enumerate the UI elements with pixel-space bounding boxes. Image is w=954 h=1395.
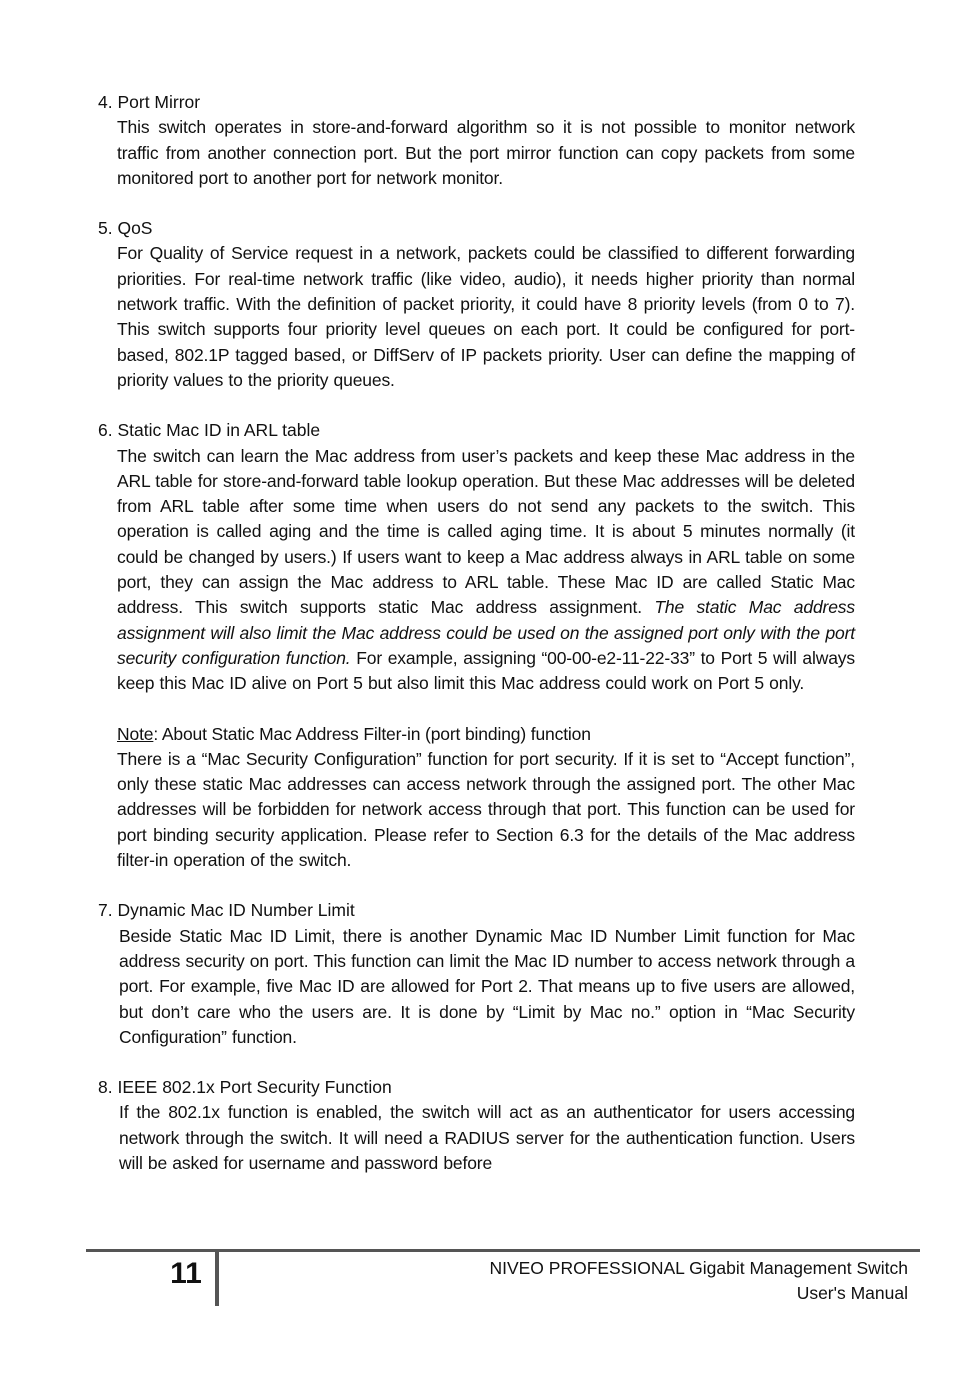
section-dynamic-mac [98,898,855,1050]
section-static-mac [98,418,855,873]
footer-line-2: User's Manual [796,1283,908,1303]
section-qos [98,216,855,393]
section-body: If the 802.1x function is enabled, the switch will act as an authenticator for users accessing network through the switch. It will need a RADIUS server for the authentication function. Users will be asked for username and password before [119,1102,855,1173]
body-text: The switch can learn the Mac address from user’s packets and keep these Mac address in the ARL table for store-and-forward table lookup operation. But these Mac addresses will be deleted from ARL table after some time when users do not send any packets to the switch. This operation is called aging and the time is called aging time. It is about 5 minutes normally (it could be changed by users.) If users want to keep a Mac address always in ARL table on some port, they can assign the Mac address to ARL table. These Mac ID are called Static Mac address. This switch supports static Mac address assignment. [117,445,855,618]
footer-line-1: NIVEO PROFESSIONAL Gigabit Management Switch [489,1258,908,1278]
section-body: This switch operates in store-and-forward algorithm so it is not possible to monitor network traffic from another connection port. But the port mirror function can copy packets from some monitored port to another port for network monitor. [117,117,855,188]
section-body: Beside Static Mac ID Limit, there is another Dynamic Mac ID Number Limit function for Mac address security on port. This function can limit the Mac ID number to access network through a port. For example, five Mac ID are allowed for Port 2. That means up to five users are allowed, but don’t care who the users are. It is done by “Limit by Mac no.” option in “Mac Security Configuration” function. [119,925,855,1047]
section-heading: 7. Dynamic Mac ID Number Limit [98,900,355,921]
footer-title [489,1256,908,1306]
note-body: There is a “Mac Security Configuration” function for port security. If it is set to “Accept function”, only these static Mac addresses can access network through the assigned port. The other Mac addresses will be forbidden for network access through that port. This function can be used for port binding security application. Please refer to Section 6.3 for the details of the Mac address filter-in operation of the switch. [117,748,855,871]
note-block [98,722,855,874]
footer-divider [86,1249,920,1252]
section-heading: 4. Port Mirror [98,92,201,112]
note-title-text: : About Static Mac Address Filter-in (port binding) function [153,723,591,744]
body-italic-text: The static Mac address assignment will also limit the Mac address could be used on the assigned port only with the port security configuration function. [117,597,855,668]
note-title [117,722,855,747]
note-label: Note [117,723,154,744]
section-heading: 5. QoS [98,218,153,239]
section-8021x [98,1075,855,1176]
section-heading: 6. Static Mac ID in ARL table [98,420,321,441]
page-content [98,90,855,1201]
body-text: For example, assigning “00-00-e2-11-22-33” to Port 5 will always keep this Mac ID alive on Port 5 but also limit this Mac address could work on Port 5 only. [117,647,855,694]
section-port-mirror [98,90,855,191]
page-number: 11 [170,1257,202,1290]
section-heading: 8. IEEE 802.1x Port Security Function [98,1077,392,1098]
section-body: For Quality of Service request in a network, packets could be classified to different forwarding priorities. For real-time network traffic (like video, audio), it needs higher priority than normal network traffic. With the definition of packet priority, it could have 8 priority levels (from 0 to 7). This switch supports four priority level queues on each port. It could be configured for port-based, 802.1P tagged based, or DiffServ of IP packets priority. User can define the mapping of priority values to the priority queues. [117,243,855,390]
section-body [117,444,855,697]
